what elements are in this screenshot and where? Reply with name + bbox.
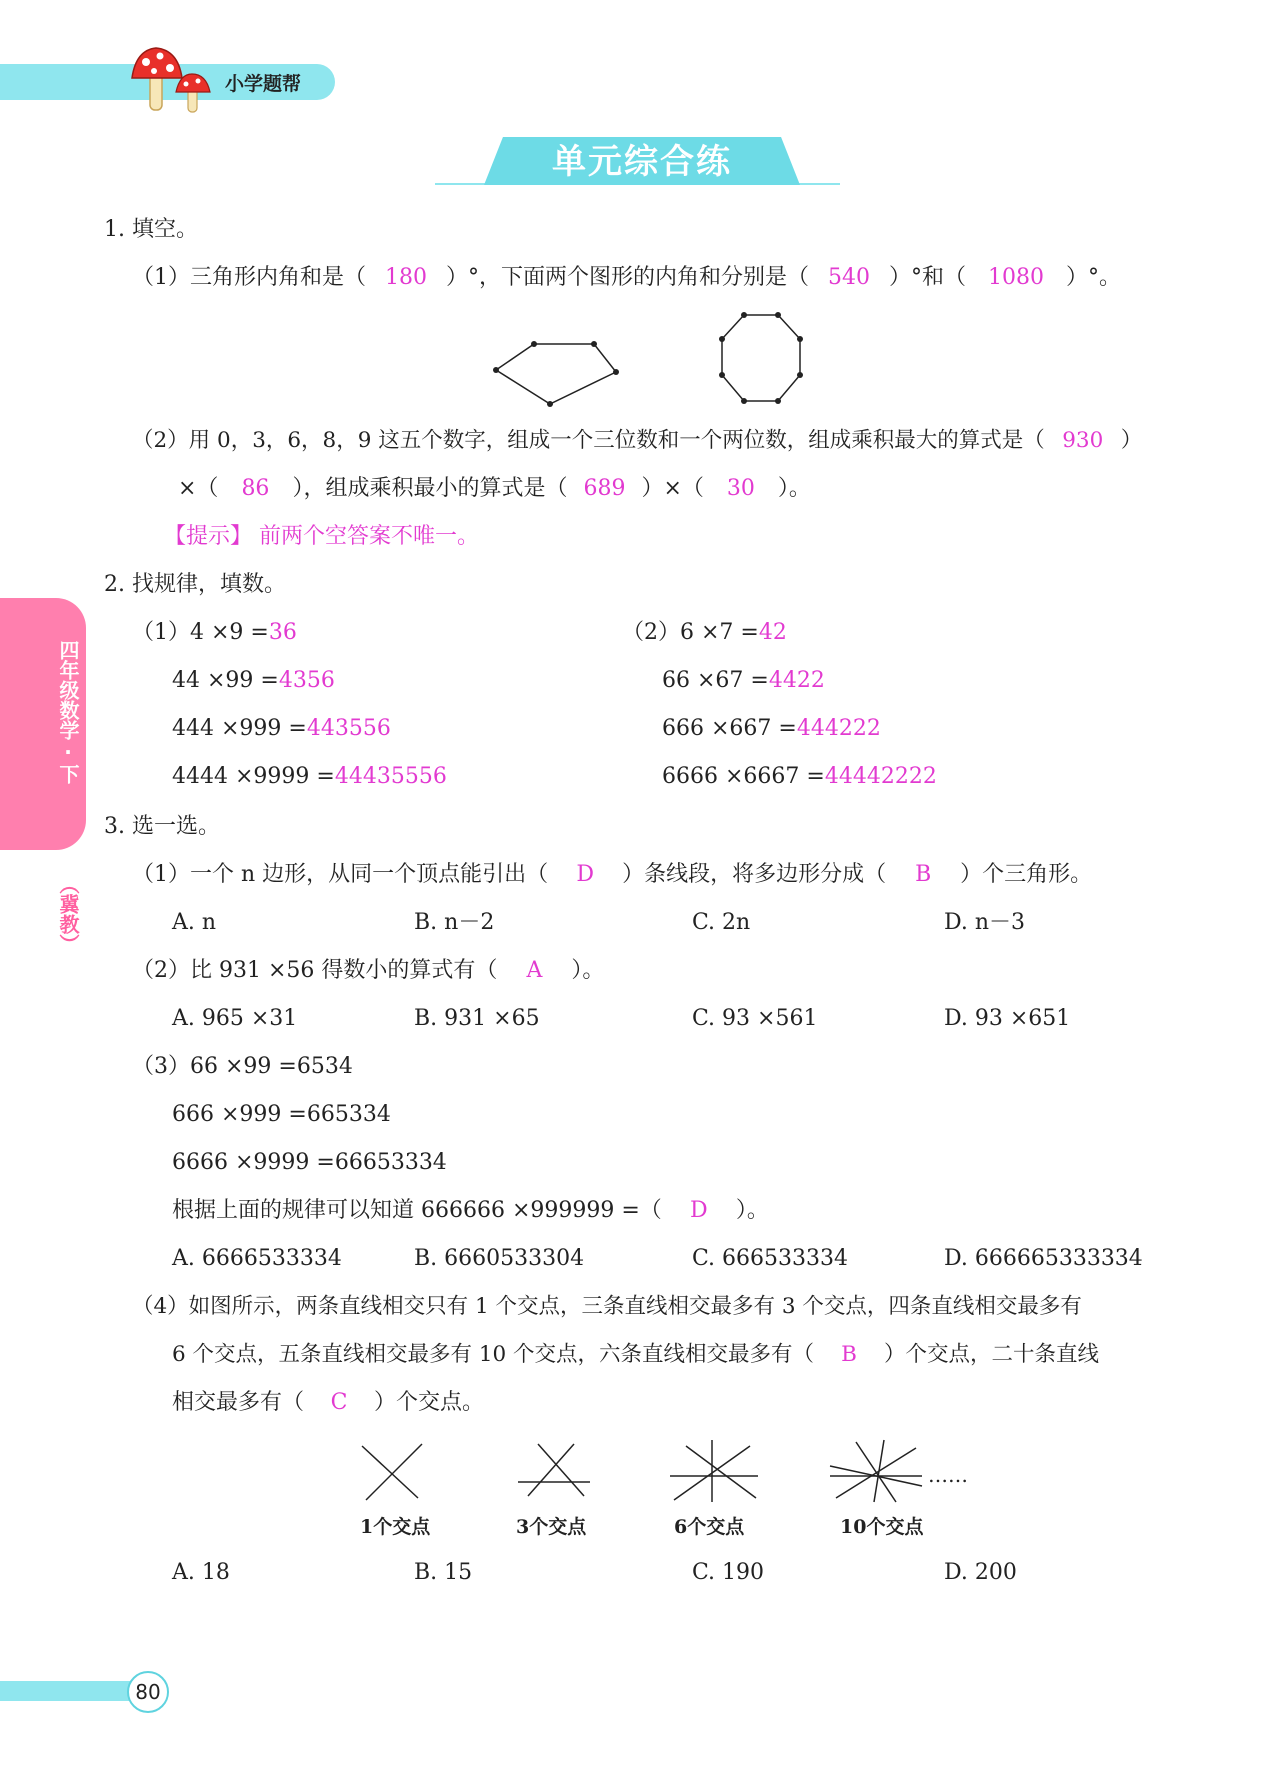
- caption-6: 6个交点: [674, 1516, 745, 1538]
- answer-30: 30: [726, 476, 755, 501]
- q3-s1-stem: （1）一个 n 边形，从同一个顶点能引出（ D ）条线段，将多边形分成（ B ）个三角形。: [132, 862, 1093, 887]
- q2-left-row2: 44 ×99 =4356: [172, 668, 335, 693]
- q2-left-row4: 4444 ×9999 =44435556: [172, 764, 447, 789]
- answer-689: 689: [583, 476, 626, 501]
- lines-figure-2: [358, 1440, 426, 1504]
- q3-s2-option-a[interactable]: A. 965 ×31: [172, 1006, 298, 1031]
- q3-s2-option-b[interactable]: B. 931 ×65: [414, 1006, 540, 1031]
- mushroom-logo-icon: [128, 44, 228, 114]
- footer-band: [0, 1681, 140, 1701]
- q2-right-row4: 6666 ×6667 =44442222: [662, 764, 937, 789]
- q1-part2-line2: ×（ 86 ），组成乘积最小的算式是（ 689 ）×（ 30 ）。: [178, 474, 811, 504]
- answer-86: 86: [241, 476, 270, 501]
- q3-s1-option-c[interactable]: C. 2n: [692, 910, 751, 935]
- q2-right-row3: 666 ×667 =444222: [662, 716, 881, 741]
- q3-s4-line3: 相交最多有（ C ）个交点。: [172, 1390, 485, 1415]
- octagon-figure: [714, 309, 808, 409]
- q2-left-row1: （1）4 ×9 =36: [132, 620, 297, 645]
- q3-title: 3. 选一选。: [104, 814, 220, 839]
- q3-s4-line1: （4）如图所示，两条直线相交只有 1 个交点，三条直线相交最多有 3 个交点，四条直线相交最多有: [132, 1294, 1082, 1319]
- q2-right-row2: 66 ×67 =4422: [662, 668, 825, 693]
- q1-title: 1. 填空。: [104, 217, 198, 242]
- q1-part2-line1: （2）用 0，3，6，8，9 这五个数字，组成一个三位数和一个两位数，组成乘积最大的算式是（ 930 ）: [132, 426, 1142, 456]
- lines-ellipsis: ……: [928, 1463, 968, 1487]
- answer-180: 180: [385, 265, 427, 290]
- answer-540: 540: [828, 265, 871, 290]
- caption-10: 10个交点: [840, 1516, 924, 1538]
- q3-s1-option-d[interactable]: D. n－3: [944, 910, 1026, 935]
- lines-figure-4: [666, 1436, 762, 1506]
- q3-s4-option-d[interactable]: D. 200: [944, 1560, 1017, 1585]
- page-number: 80: [127, 1671, 169, 1713]
- q3-s2-option-d[interactable]: D. 93 ×651: [944, 1006, 1071, 1031]
- q3-s1-option-b[interactable]: B. n－2: [414, 910, 495, 935]
- q3-s2-option-c[interactable]: C. 93 ×561: [692, 1006, 818, 1031]
- edition-label: （冀教）: [56, 874, 80, 954]
- q3-s3-option-b[interactable]: B. 6660533304: [414, 1246, 585, 1271]
- q2-right-row1: （2）6 ×7 =42: [622, 620, 787, 645]
- q3-s3-option-a[interactable]: A. 6666533334: [172, 1246, 342, 1271]
- q3-s4-line2: 6 个交点，五条直线相交最多有 10 个交点，六条直线相交最多有（ B ）个交点，二十条直线: [172, 1342, 1100, 1367]
- section-title: 单元综合练: [552, 142, 732, 182]
- lines-figure-3: [514, 1440, 594, 1500]
- caption-1: 1个交点: [360, 1516, 431, 1538]
- q3-s3-stem: 根据上面的规律可以知道 666666 ×999999 =（ D ）。: [172, 1198, 769, 1223]
- q1-part1: （1）三角形内角和是（ 180 ）°，下面两个图形的内角和分别是（ 540 ）°和（ 1080 ）°。: [132, 263, 1121, 293]
- grade-label: 四年级数学·下: [56, 640, 80, 784]
- q3-s3-line1: （3）66 ×99 =6534: [132, 1054, 353, 1079]
- answer-930: 930: [1062, 428, 1104, 453]
- q2-title: 2. 找规律，填数。: [104, 572, 286, 597]
- q3-s4-option-b[interactable]: B. 15: [414, 1560, 473, 1585]
- brand-name: 小学题帮: [225, 73, 302, 95]
- q3-s1-option-a[interactable]: A. n: [172, 910, 217, 935]
- pentagon-figure: [488, 334, 623, 408]
- caption-3: 3个交点: [516, 1516, 587, 1538]
- q3-s3-line3: 6666 ×9999 =66653334: [172, 1150, 447, 1175]
- lines-figure-5: [826, 1436, 926, 1506]
- q3-s4-option-a[interactable]: A. 18: [172, 1560, 230, 1585]
- q1-hint: 【提示】 前两个空答案不唯一。: [164, 524, 479, 549]
- q3-s4-option-c[interactable]: C. 190: [692, 1560, 765, 1585]
- q3-s3-line2: 666 ×999 =665334: [172, 1102, 391, 1127]
- answer-1080: 1080: [988, 265, 1045, 290]
- q3-s2-stem: （2）比 931 ×56 得数小的算式有（ A ）。: [132, 958, 605, 983]
- q3-s3-option-d[interactable]: D. 666665333334: [944, 1246, 1143, 1271]
- q2-left-row3: 444 ×999 =443556: [172, 716, 391, 741]
- q3-s3-option-c[interactable]: C. 666533334: [692, 1246, 849, 1271]
